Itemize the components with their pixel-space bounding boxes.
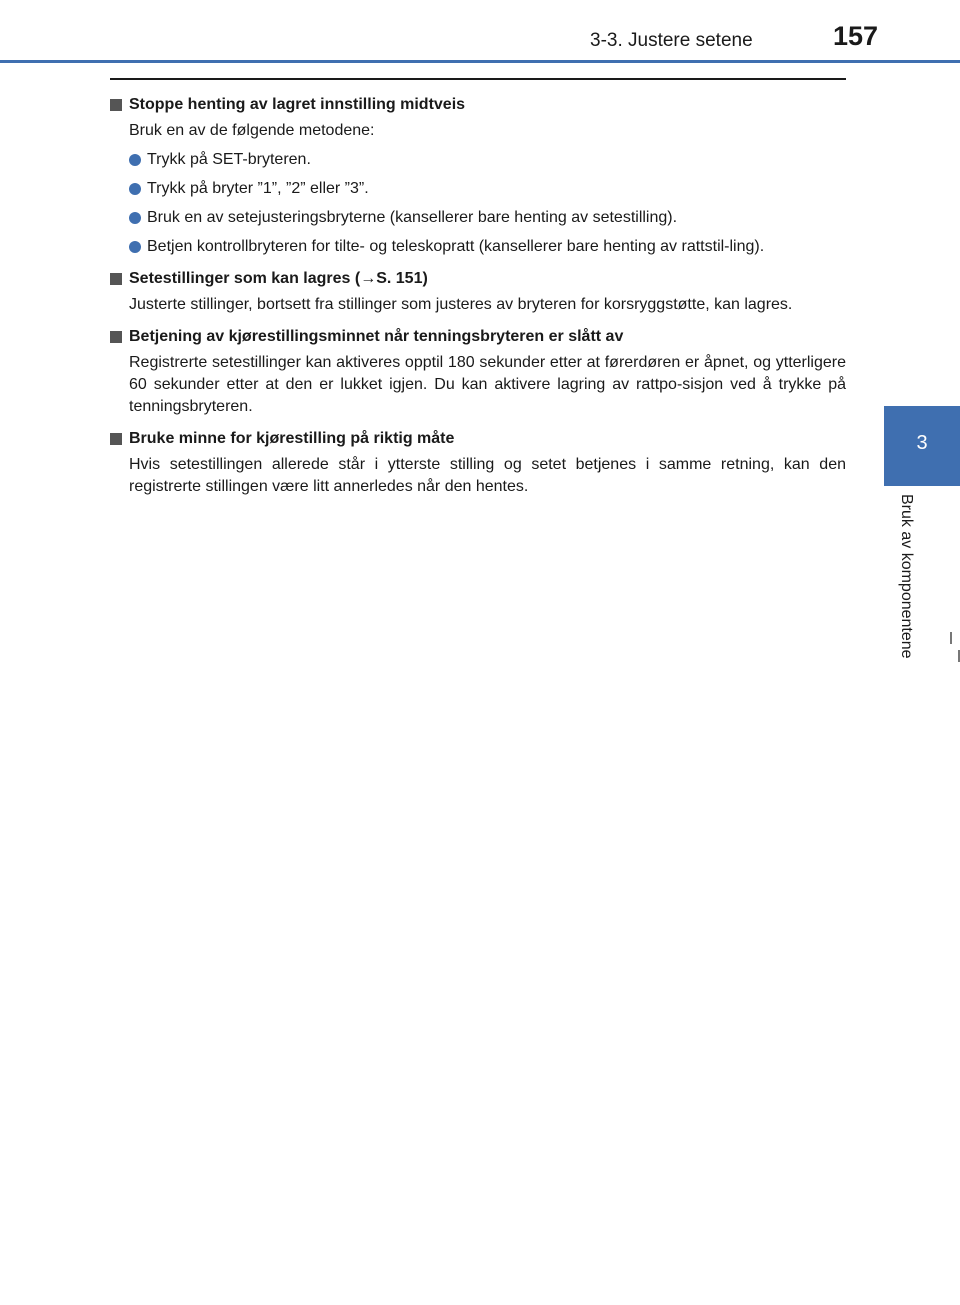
bullet-dot-icon xyxy=(129,212,141,224)
section-heading xyxy=(110,426,846,452)
list-item xyxy=(110,207,846,229)
bullet-dot-icon xyxy=(129,154,141,166)
section-ignition-off xyxy=(110,324,846,418)
main-content xyxy=(110,92,846,506)
header-rule xyxy=(0,60,960,63)
bullet-dot-icon xyxy=(129,183,141,195)
chapter-number: 3 xyxy=(916,432,928,454)
section-storable-positions xyxy=(110,266,846,316)
section-body: Hvis setestillingen allerede står i ytterste stilling og setet betjenes i samme retning, kan den registrerte stillingen være litt annerledes når den hentes. xyxy=(129,456,846,495)
chapter-title-vertical xyxy=(894,494,918,704)
square-marker-icon xyxy=(110,433,122,445)
content-top-rule xyxy=(110,78,846,80)
list-item-text: Betjen kontrollbryteren for tilte- og teleskopratt (kansellerer bare henting av rattstil-ling). xyxy=(147,238,765,255)
section-stop-recall xyxy=(110,92,846,258)
chapter-title: Bruk av komponentene xyxy=(898,494,915,659)
list-item-text: Trykk på SET-bryteren. xyxy=(147,151,311,168)
section-heading xyxy=(110,92,846,118)
section-correct-use xyxy=(110,426,846,498)
section-intro: Bruk en av de følgende metodene: xyxy=(129,122,375,139)
chapter-tab xyxy=(884,406,960,486)
section-heading-text: Bruke minne for kjørestilling på riktig måte xyxy=(129,430,455,447)
header-section-title: 3-3. Justere setene xyxy=(590,30,753,51)
square-marker-icon xyxy=(110,331,122,343)
section-heading-text: Betjening av kjørestillingsminnet når tenningsbryteren er slått av xyxy=(129,328,624,345)
section-heading-text: Setestillinger som kan lagres ( xyxy=(129,270,361,287)
section-heading xyxy=(110,324,846,350)
page-number: 157 xyxy=(833,21,879,51)
square-marker-icon xyxy=(110,99,122,111)
list-item-text: Bruk en av setejusteringsbryterne (kansellerer bare henting av setestilling). xyxy=(147,209,678,226)
square-marker-icon xyxy=(110,273,122,285)
section-heading xyxy=(110,266,846,292)
bullet-dot-icon xyxy=(129,241,141,253)
section-body: Registrerte setestillinger kan aktiveres opptil 180 sekunder etter at førerdøren er åpnet, og ytterligere 60 sekunder etter at den er lukket igjen. Du kan aktivere lagring av rattpo-sisjon ved å trykke på tenningsbryteren. xyxy=(129,354,846,415)
list-item-text: Trykk på bryter ”1”, ”2” eller ”3”. xyxy=(147,180,369,197)
section-body: Justerte stillinger, bortsett fra stillinger som justeres av bryteren for korsryggstøtte, kan lagres. xyxy=(129,296,793,313)
margin-tick xyxy=(950,632,952,644)
list-item xyxy=(110,149,846,171)
list-item xyxy=(110,178,846,200)
page-reference-link[interactable]: →S. 151) xyxy=(360,270,428,287)
section-heading-text: Stoppe henting av lagret innstilling midtveis xyxy=(129,96,466,113)
list-item xyxy=(110,236,846,258)
